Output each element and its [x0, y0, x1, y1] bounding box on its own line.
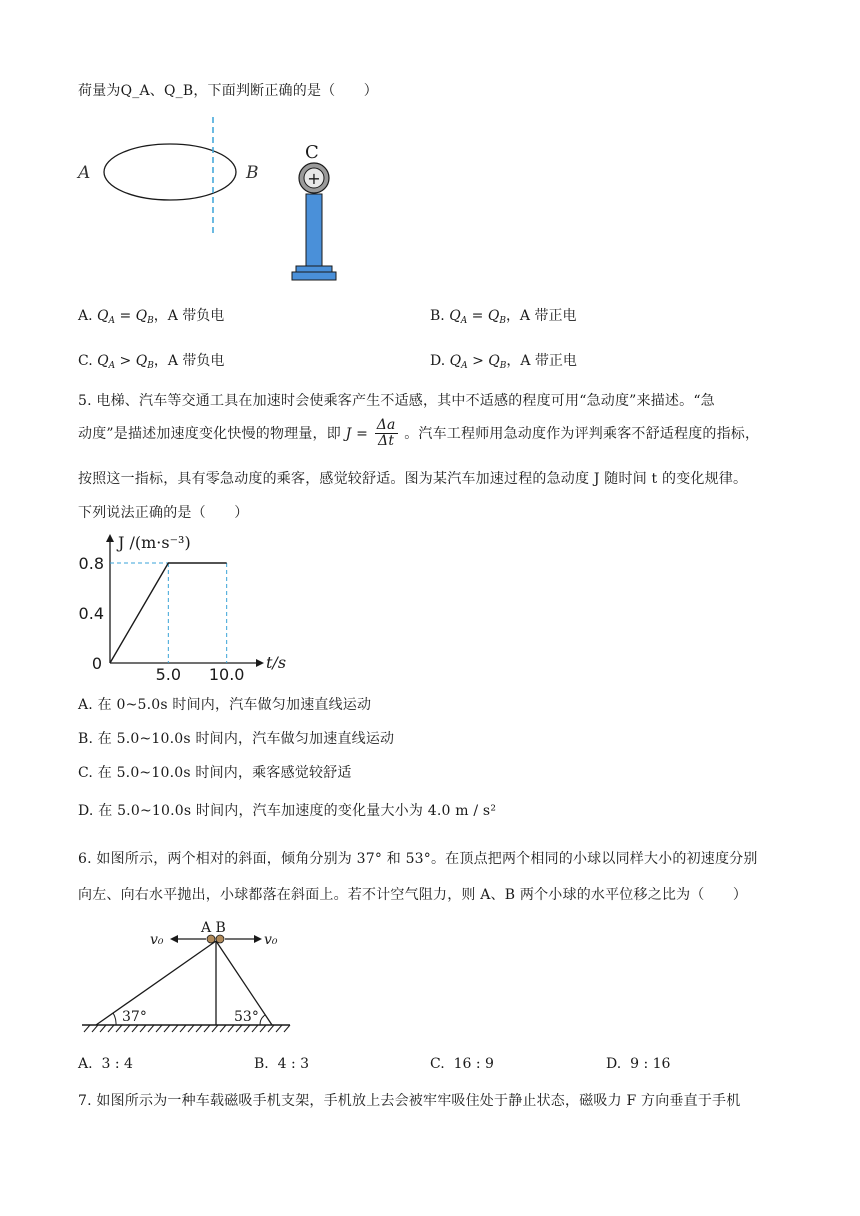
jerk-time-chart [70, 528, 287, 684]
q6-line2: 向左、向右水平抛出，小球都落在斜面上。若不计空气阻力，则 A、B 两个小球的水平位移之比为（ ） [78, 887, 748, 903]
y-tick-label: 0.8 [78, 554, 104, 573]
q5-line4: 下列说法正确的是（ ） [78, 505, 249, 521]
label-a: A [78, 163, 91, 183]
q4-stem-tail: 荷量为Q_A、Q_B，下面判断正确的是（ ） [78, 83, 378, 99]
angle-53: 53° [234, 1009, 259, 1025]
q6-option-d[interactable]: D. 9 : 16 [606, 1056, 671, 1072]
y-axis-arrow [106, 534, 114, 542]
plus-sign: + [307, 169, 321, 188]
q5-line1: 5. 电梯、汽车等交通工具在加速时会使乘客产生不适感，其中不适感的程度可用“急动度”来描述。“急 [78, 393, 715, 409]
angle-37: 37° [122, 1009, 147, 1025]
y-tick-label: 0.4 [78, 604, 104, 623]
q5-option-c[interactable]: C. 在 5.0~10.0s 时间内，乘客感觉较舒适 [78, 765, 352, 781]
q5-option-a[interactable]: A. 在 0~5.0s 时间内，汽车做匀加速直线运动 [78, 697, 372, 713]
q6-line1: 6. 如图所示，两个相对的斜面，倾角分别为 37° 和 53°。在顶点把两个相同的小球以同样大小的初速度分别 [78, 851, 758, 867]
q5-option-d[interactable]: D. 在 5.0~10.0s 时间内，汽车加速度的变化量大小为 4.0 m / s² [78, 803, 497, 819]
x-axis-label: t/s [266, 653, 287, 672]
v0-right: v₀ [264, 932, 278, 948]
q5-line2: 动度”是描述加速度变化快慢的物理量，即 J = $\frac{\Delta a}{\Delta t}$ 。汽车工程师用急动度作为评判乘客不舒适程度的指标， [78, 417, 760, 450]
v0-left: v₀ [150, 932, 164, 948]
x-axis-arrow [256, 659, 264, 667]
q4-figure [70, 112, 370, 287]
q6-option-c[interactable]: C. 16 : 9 [430, 1056, 494, 1072]
q4-option-d[interactable]: D. $Q_A > Q_B$，A 带正电 [430, 353, 577, 371]
label-b: B [246, 163, 259, 183]
label-c: C [305, 142, 319, 163]
x-tick-label: 10.0 [208, 665, 245, 684]
x-tick-label: 5.0 [155, 665, 182, 684]
q5-line3: 按照这一指标，具有零急动度的乘客，感觉较舒适。图为某汽车加速过程的急动度 J 随时间 t 的变化规律。 [78, 471, 748, 487]
q4-option-a[interactable]: A. $Q_A = Q_B$，A 带负电 [78, 308, 225, 326]
q4-option-b[interactable]: B. $Q_A = Q_B$，A 带正电 [430, 308, 577, 326]
q4-option-c[interactable]: C. $Q_A > Q_B$，A 带负电 [78, 353, 225, 371]
q7-line1: 7. 如图所示为一种车载磁吸手机支架，手机放上去会被牢牢吸住处于静止状态，磁吸力 F 方向垂直于手机 [78, 1093, 741, 1109]
q6-incline-figure [78, 915, 298, 1040]
y-axis-label: J /(m·s⁻³) [118, 533, 191, 552]
q5-option-b[interactable]: B. 在 5.0~10.0s 时间内，汽车做匀加速直线运动 [78, 731, 395, 747]
label-ab: A B [201, 920, 226, 936]
jerk-formula: $\frac{\Delta a}{\Delta t}$ [376, 417, 396, 450]
q6-option-b[interactable]: B. 4 : 3 [254, 1056, 310, 1072]
origin-label: 0 [91, 654, 102, 673]
q6-option-a[interactable]: A. 3 : 4 [78, 1056, 133, 1072]
